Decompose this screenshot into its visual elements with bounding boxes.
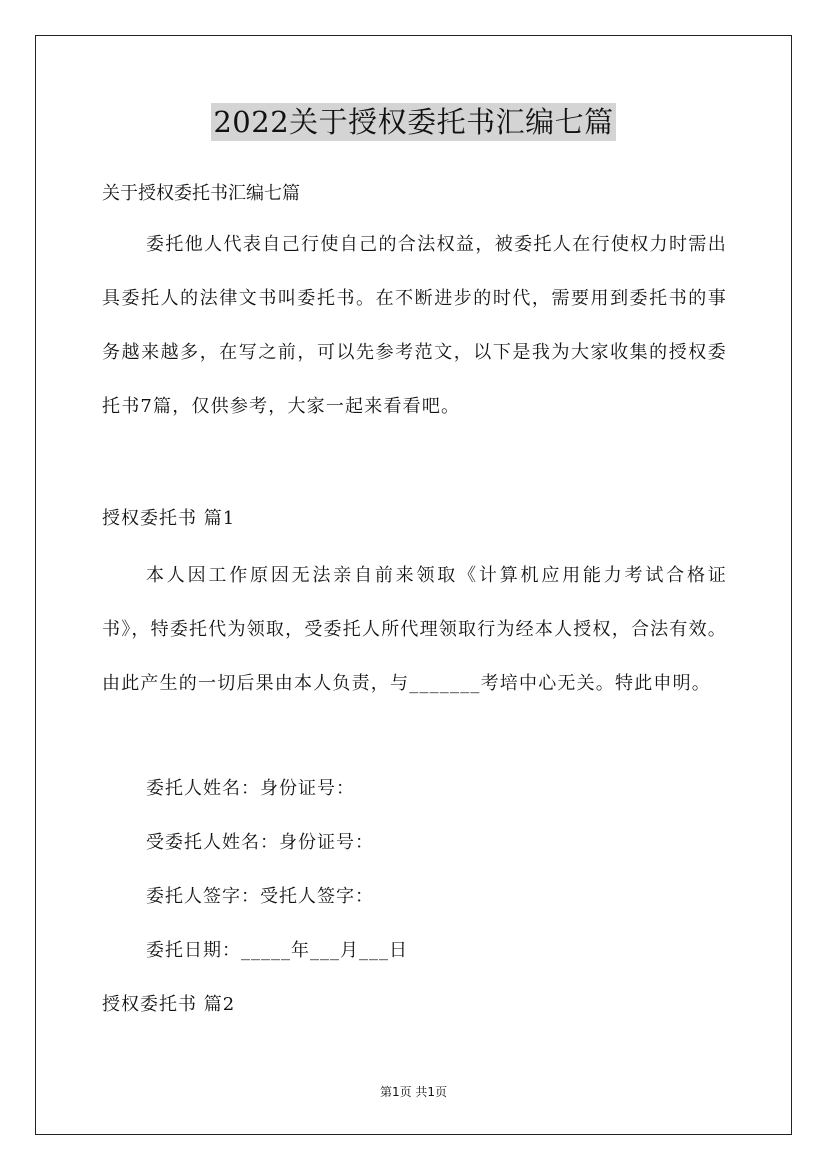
document-title: 2022关于授权委托书汇编七篇 — [213, 105, 614, 139]
page-number-footer: 第1页 共1页 — [379, 1085, 448, 1099]
intro-paragraph: 委托他人代表自己行使自己的合法权益，被委托人在行使权力时需出具委托人的法律文书叫委托书。在不断进步的时代，需要用到委托书的事务越来越多，在写之前，可以先参考范文，以下是我为大家收集的授权委托书7篇，仅供参考，大家一起来看看吧。 — [102, 234, 727, 417]
section-heading-1: 授权委托书 篇1 — [102, 508, 236, 529]
section-body-1: 本人因工作原因无法亲自前来领取《计算机应用能力考试合格证书》，特委托代为领取，受委托人所代理领取行为经本人授权，合法有效。由此产生的一切后果由本人负责，与_______考培中心无关。特此申明。 — [102, 565, 727, 694]
document-subtitle: 关于授权委托书汇编七篇 — [102, 183, 300, 204]
field-agent-name: 受委托人姓名：身份证号： — [146, 832, 374, 853]
section-heading-2: 授权委托书 篇2 — [102, 994, 236, 1015]
field-principal-name: 委托人姓名：身份证号： — [146, 778, 355, 799]
field-date: 委托日期：_____年___月___日 — [146, 940, 408, 961]
title-container — [0, 103, 827, 141]
field-signatures: 委托人签字：受托人签字： — [146, 886, 374, 907]
